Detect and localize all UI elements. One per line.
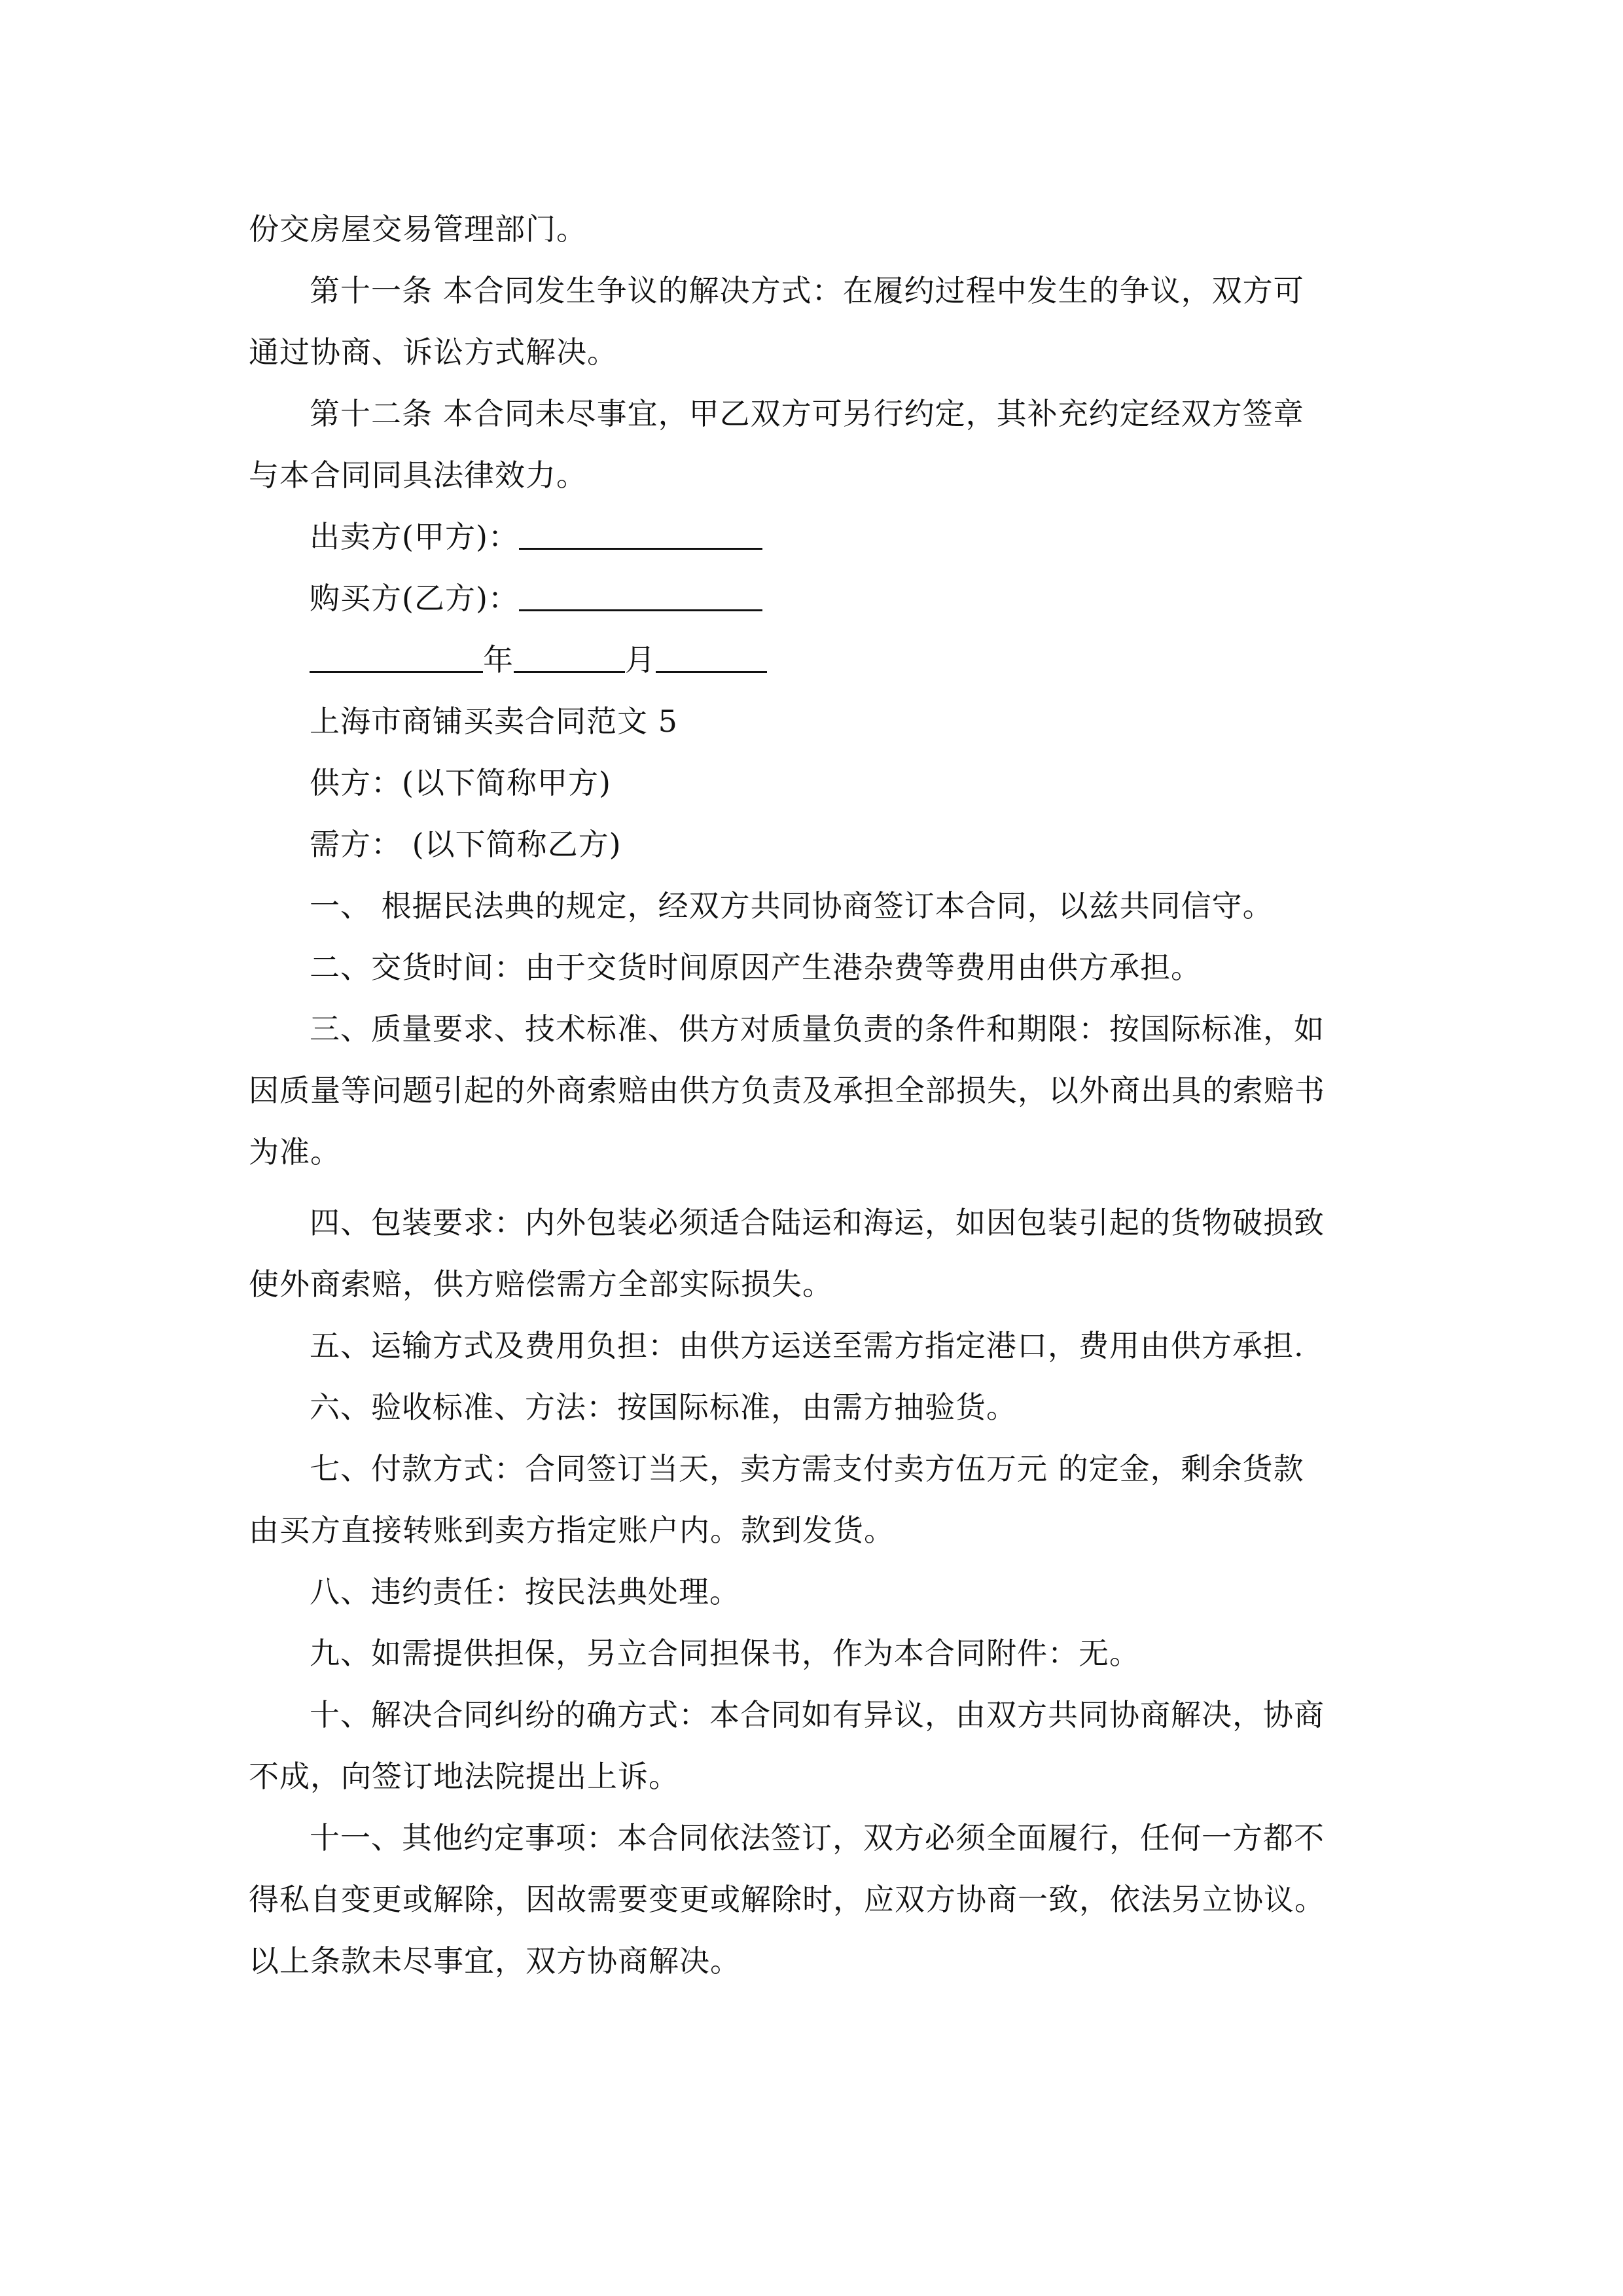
paragraph-line: 二、交货时间：由于交货时间原因产生港杂费等费用由供方承担。 — [310, 950, 1202, 985]
date-line — [310, 640, 767, 679]
paragraph-line: 八、违约责任：按民法典处理。 — [310, 1574, 740, 1609]
year-blank — [310, 642, 483, 673]
paragraph-line: 不成，向签订地法院提出上诉。 — [249, 1759, 679, 1794]
paragraph-line: 七、付款方式：合同签订当天，卖方需支付卖方伍万元 的定金，剩余货款 — [310, 1451, 1304, 1486]
paragraph-line: 因质量等问题引起的外商索赔由供方负责及承担全部损失，以外商出具的索赔书 — [249, 1073, 1325, 1108]
paragraph-line: 以上条款未尽事宜，双方协商解决。 — [249, 1943, 741, 1979]
buyer-signature-line — [310, 579, 762, 618]
paragraph-line: 第十一条 本合同发生争议的解决方式：在履约过程中发生的争议，双方可 — [310, 273, 1304, 308]
paragraph-line: 份交房屋交易管理部门。 — [249, 211, 587, 247]
seller-signature-blank — [519, 519, 762, 550]
section-title: 上海市商铺买卖合同范文 5 — [310, 704, 678, 739]
buyer-label: 购买方(乙方)： — [310, 581, 519, 616]
paragraph-line: 六、验收标准、方法：按国际标准，由需方抽验货。 — [310, 1390, 1017, 1425]
paragraph-line: 三、质量要求、技术标准、供方对质量负责的条件和期限：按国际标准，如 — [310, 1011, 1325, 1047]
paragraph-line: 一、 根据民法典的规定，经双方共同协商签订本合同，以兹共同信守。 — [310, 888, 1274, 924]
seller-signature-line — [310, 517, 762, 556]
paragraph-line: 通过协商、诉讼方式解决。 — [249, 334, 618, 370]
paragraph-line: 十、解决合同纠纷的确方式：本合同如有异议，由双方共同协商解决，协商 — [310, 1697, 1325, 1732]
paragraph-line: 十一、其他约定事项：本合同依法签订，双方必须全面履行，任何一方都不 — [310, 1820, 1325, 1856]
paragraph-line: 得私自变更或解除，因故需要变更或解除时，应双方协商一致，依法另立协议。 — [249, 1882, 1325, 1917]
month-blank — [514, 642, 625, 673]
month-label: 月 — [625, 642, 656, 677]
paragraph-line: 使外商索赔，供方赔偿需方全部实际损失。 — [249, 1266, 833, 1302]
day-blank — [656, 642, 767, 673]
buyer-signature-blank — [519, 581, 762, 611]
paragraph-line: 四、包装要求：内外包装必须适合陆运和海运，如因包装引起的货物破损致 — [310, 1205, 1325, 1240]
paragraph-line: 由买方直接转账到卖方指定账户内。款到发货。 — [249, 1513, 895, 1548]
paragraph-line: 第十二条 本合同未尽事宜，甲乙双方可另行约定，其补充约定经双方签章 — [310, 396, 1304, 431]
paragraph-line: 九、如需提供担保，另立合同担保书，作为本合同附件：无。 — [310, 1636, 1140, 1671]
paragraph-line: 供方：(以下简称甲方) — [310, 765, 611, 800]
paragraph-line: 需方： (以下简称乙方) — [310, 827, 622, 862]
paragraph-line: 与本合同同具法律效力。 — [249, 457, 587, 493]
paragraph-line: 五、运输方式及费用负担：由供方运送至需方指定港口，费用由供方承担. — [310, 1328, 1304, 1363]
year-label: 年 — [483, 642, 514, 677]
seller-label: 出卖方(甲方)： — [310, 519, 519, 554]
paragraph-line: 为准。 — [249, 1134, 341, 1170]
